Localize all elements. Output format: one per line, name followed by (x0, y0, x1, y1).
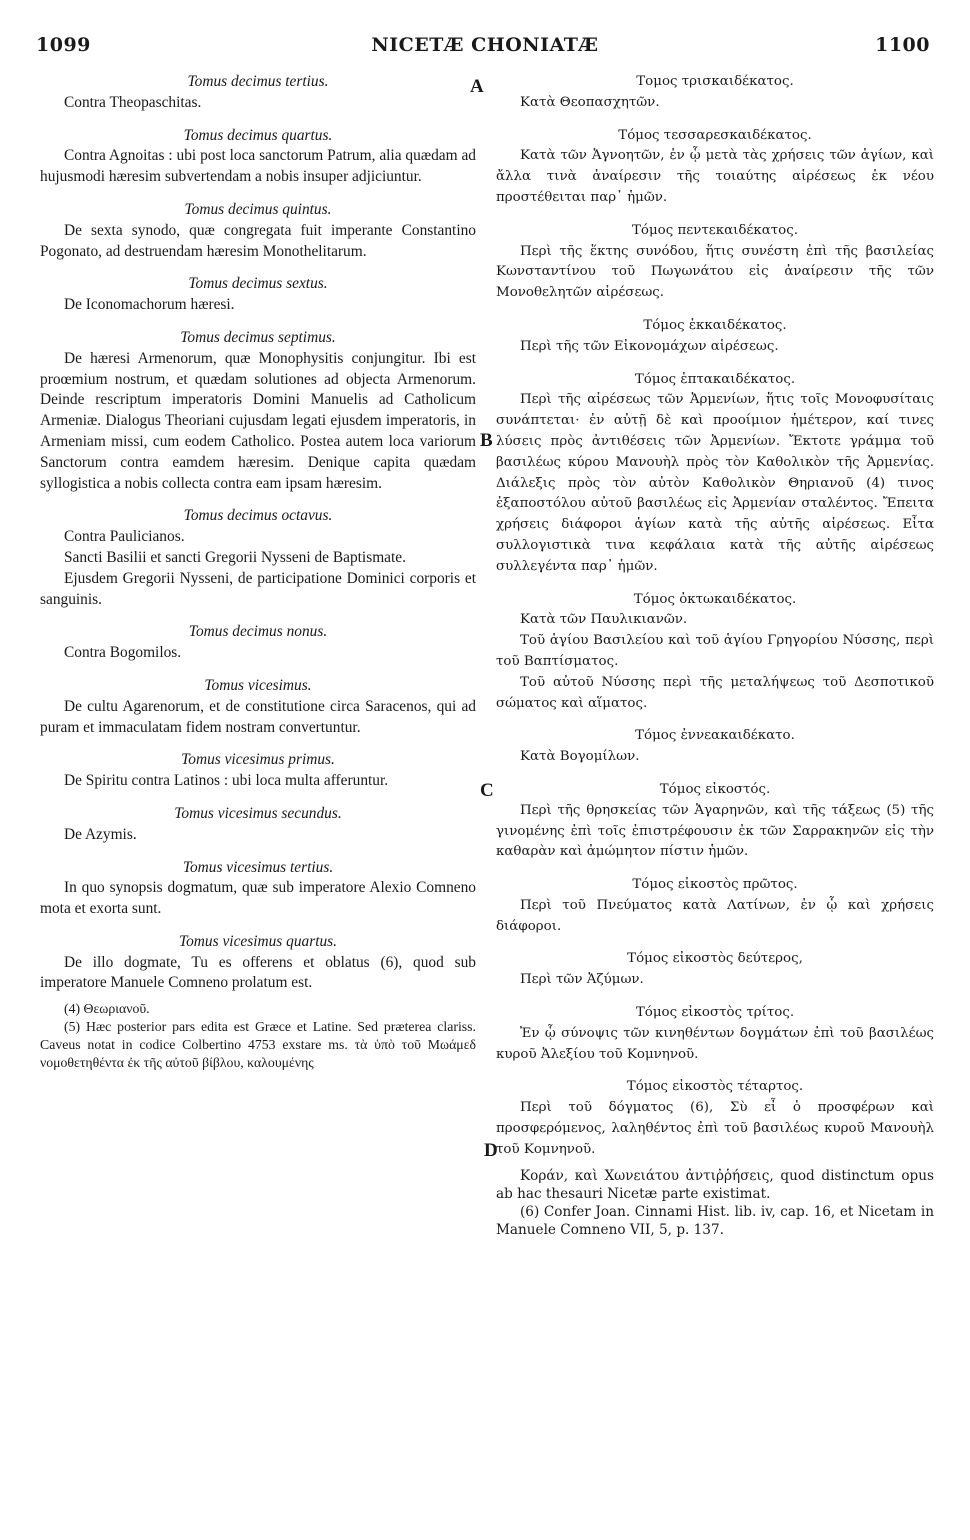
entry-text: De Azymis. (64, 825, 137, 843)
section-heading: Τομος τρισκαιδέκατος. (636, 74, 794, 89)
entry-text: Τοῦ αὐτοῦ Νύσσης περὶ τῆς μεταλήψεως τοῦ Δεσποτικοῦ σώματος καὶ αἵματος. (496, 674, 934, 711)
section-heading: Τόμος ἑπτακαιδέκατος. (634, 371, 796, 387)
page-number-right: 1100 (875, 34, 930, 56)
section-heading: Tomus vicesimus quartus. (178, 932, 338, 950)
section-heading: Tomus decimus tertius. (187, 73, 329, 90)
entry-text: Ἐν ᾧ σύνοψις τῶν κινηθέντων δογμάτων ἐπὶ τοῦ βασιλέως κυροῦ Ἀλεξίου τοῦ Κομνηνοῦ. (496, 1025, 934, 1062)
entry-text: De illo dogmate, Tu es offerens et oblatus (6), quod sub imperatore Manuele Comneno prolatum est. (40, 953, 476, 992)
section-heading: Τόμος ἑκκαιδέκατος. (643, 317, 787, 333)
footnote: (5) Hæc posterior pars edita est Græce et Latine. Sed præterea clariss. Caveus notat in codice Colbertino 4753 exstare ms. τὰ ὑπὸ τοῦ Μωάμεδ νομοθετηθέντα ἐκ τῆς αὐτοῦ βίβλου, καλουμένης (40, 1019, 476, 1071)
section-heading: Tomus vicesimus primus. (181, 751, 335, 769)
entry-text: Κατὰ τῶν Ἀγνοητῶν, ἐν ᾧ μετὰ τὰς χρήσεις τῶν ἁγίων, καὶ ἄλλα τινὰ ἀναίρεσιν τῆς τοιαύτης αἱρέσεως ἐκ νέου προστέθειται παρ᾽ ἡμῶν. (496, 148, 934, 205)
entry-text: Ejusdem Gregorii Nysseni, de participatione Dominici corporis et sanguinis. (40, 569, 476, 608)
section-heading: Τόμος τεσσαρεσκαιδέκατος. (618, 127, 812, 143)
margin-marker-a: A (470, 76, 484, 97)
entry-text: Περὶ τῆς ἕκτης συνόδου, ἥτις συνέστη ἐπὶ τῆς βασιλείας Κωνσταντίνου τοῦ Πωγωνάτου εἰς ἀναίρεσιν τῆς τῶν Μονοθελητῶν αἱρέσεως. (496, 243, 934, 301)
entry-text: Περὶ τῆς θρησκείας τῶν Ἀγαρηνῶν, καὶ τῆς τάξεως (5) τῆς γινομένης ἐπὶ τοῖς ἐπιστρέφουσιν ἐκ τῶν Σαρρακηνῶν εἰς τὴν καθαρὰν καὶ ἀμώμητον πίστιν ἡμῶν. (496, 802, 934, 860)
entry-text: De cultu Agarenorum, et de constitutione circa Saracenos, qui ad puram et immaculatam fidem nostram convertuntur. (40, 697, 476, 736)
section-heading: Tomus decimus quartus. (183, 126, 333, 144)
section-heading: Tomus vicesimus tertius. (182, 858, 334, 876)
section-heading: Tomus decimus sextus. (188, 275, 328, 293)
page-number-left: 1099 (36, 34, 91, 56)
section-heading: Tomus vicesimus. (204, 676, 312, 694)
section-heading: Tomus vicesimus secundus. (174, 804, 342, 822)
latin-column (40, 72, 476, 1072)
entry-text: Περὶ τοῦ Πνεύματος κατὰ Λατίνων, ἐν ᾧ καὶ χρήσεις διάφοροι. (496, 897, 934, 934)
footnotes (40, 1000, 476, 1072)
footnotes (496, 1167, 934, 1239)
section-heading: Tomus decimus octavus. (183, 507, 333, 525)
margin-marker-b: B (480, 430, 493, 451)
entry-text: In quo synopsis dogmatum, quæ sub imperatore Alexio Comneno mota et exorta sunt. (40, 879, 476, 918)
entry-text: De hæresi Armenorum, quæ Monophysitis conjungitur. Ibi est proœmium nostrum, et quædam solutiones ad objecta Armenorum. Deinde rescriptum imperatoris Domini Manuelis ad Catholicum Armeniæ. Dialogus Theoriani cujusdam legati ejusdem imperatoris, in Armeniam missi, cum eodem Catholico. Postea autem loca variorum Sanctorum contra eamdem hæresim. Denique capita quædam syllogistica a nobis collecta contra eam ipsam hæresim. (40, 349, 476, 492)
section-heading: Tomus decimus septimus. (180, 328, 336, 346)
footnote: (4) Θεωριανοῦ. (64, 1001, 150, 1017)
section-heading: Tomus decimus quintus. (184, 200, 332, 218)
entry-text: Contra Agnoitas : ubi post loca sanctorum Patrum, alia quædam ad hujusmodi hæresim subvertendam a nobis insuper adjiciuntur. (40, 147, 476, 186)
entry-text: De Spiritu contra Latinos : ubi loca multa afferuntur. (64, 772, 389, 790)
greek-column (496, 72, 934, 1239)
entry-text: Sancti Basilii et sancti Gregorii Nysseni de Baptismate. (64, 548, 406, 566)
section-heading: Τόμος πεντεκαιδέκατος. (631, 222, 799, 238)
entry-text: Κατὰ τῶν Παυλικιανῶν. (520, 612, 688, 628)
section-heading: Τόμος εἰκοστὸς δεύτερος, (627, 951, 803, 967)
entry-text: De sexta synodo, quæ congregata fuit imperante Constantino Pogonato, ad destruendam hæresim Monothelitarum. (40, 221, 476, 260)
entry-text: Contra Bogomilos. (64, 644, 182, 662)
entry-text: Περὶ τῆς τῶν Εἰκονομάχων αἱρέσεως. (520, 338, 779, 354)
section-heading: Τόμος ἐννεακαιδέκατο. (635, 728, 795, 744)
entry-text: Contra Theopaschitas. (64, 93, 202, 111)
section-heading: Τόμος ὀκτωκαιδέκατος. (633, 591, 797, 607)
entry-text: De Iconomachorum hæresi. (64, 296, 235, 314)
entry-text: Κατὰ Βογομίλων. (520, 749, 640, 765)
section-heading: Τόμος εἰκοστός. (659, 781, 771, 797)
footnote: Κοράν, καὶ Χωνειάτου ἀντιῤῥήσεις, quod distinctum opus ab hac thesauri Nicetæ parte existimat. (496, 1167, 934, 1202)
entry-text: Περὶ τοῦ δόγματος (6), Σὺ εἶ ὁ προσφέρων καὶ προσφερόμενος, λαληθέντος ἐπὶ τοῦ βασιλέως κυροῦ Μανουὴλ τοῦ Κομνηνοῦ. (496, 1100, 934, 1157)
running-title: NICETÆ CHONIATÆ (371, 34, 599, 56)
section-heading: Τόμος εἰκοστὸς τέταρτος. (626, 1079, 804, 1095)
margin-marker-d: D (484, 1140, 498, 1161)
entry-text: Τοῦ ἁγίου Βασιλείου καὶ τοῦ ἁγίου Γρηγορίου Νύσσης, περὶ τοῦ Βαπτίσματος. (496, 633, 934, 669)
section-heading: Tomus decimus nonus. (188, 623, 328, 641)
footnote: (6) Confer Joan. Cinnami Hist. lib. iv, cap. 16, et Nicetam in Manuele Comneno VII, 5, p. 137. (496, 1203, 934, 1238)
margin-marker-c: C (480, 780, 494, 801)
section-heading: Τόμος εἰκοστὸς τρίτος. (635, 1005, 795, 1021)
entry-text: Περὶ τῆς αἱρέσεως τῶν Ἀρμενίων, ἥτις τοῖς Μονοφυσίταις συνάπτεται· ἐν αὐτῇ δὲ καὶ προοίμιον ἡμέτερον, καί τινες λύσεις πρὸς ἀντιθέσεις τῶν Ἀρμενίων. Ἔκτοτε γράμμα τοῦ βασιλέως κύρου Μανουὴλ πρὸς τὸν Καθολικὸν τῆς Ἀρμενίας. Διάλεξις πρὸς τὸν αὐτὸν Καθολικὸν Θηριανοῦ (4) τινος ἐξαποστόλου αὐτοῦ βασιλέως εἰς Ἀρμενίαν σταλέντος. Ἔπειτα χρήσεις διάφοροι ἁγίων κατὰ τῆς αὐτῆς αἱρέσεως. Εἶτα συλλογιστικὰ τινα κεφάλαια κατὰ τῆς αὐτῆς αἱρέσεως συλλεγέντα παρ᾽ ἡμῶν. (496, 392, 934, 574)
entry-text: Contra Paulicianos. (64, 528, 185, 546)
entry-text: Περὶ τῶν Ἀζύμων. (520, 972, 644, 988)
section-heading: Τόμος εἰκοστὸς πρῶτος. (632, 877, 798, 893)
entry-text: Κατὰ Θεοπασχητῶν. (520, 94, 660, 110)
